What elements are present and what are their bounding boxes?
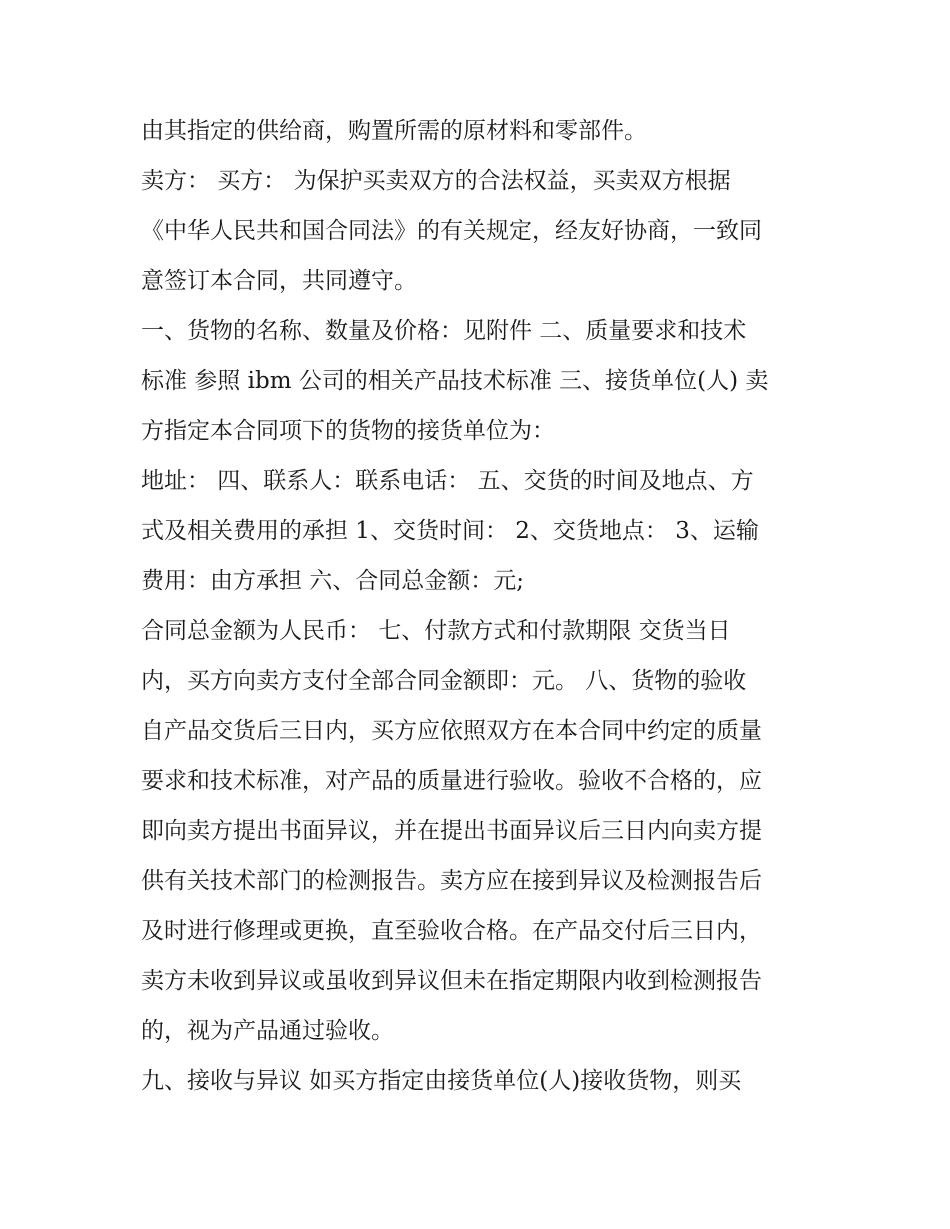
- text-line-2: 卖方： 买方： 为保护买卖双方的合法权益，买卖双方根据: [141, 168, 731, 194]
- text-line-5: 一、货物的名称、数量及价格：见附件 二、质量要求和技术: [141, 318, 747, 344]
- text-line-16: 供有关技术部门的检测报告。卖方应在接到异议及检测报告后: [141, 868, 762, 894]
- contract-body-text: [141, 106, 821, 1106]
- text-line-7: 方指定本合同项下的货物的接货单位为：: [141, 418, 555, 444]
- text-line-18: 卖方未收到异议或虽收到异议但未在指定期限内收到检测报告: [141, 968, 762, 994]
- text-line-4: 意签订本合同，共同遵守。: [141, 268, 417, 294]
- text-line-17: 及时进行修理或更换，直至验收合格。在产品交付后三日内，: [141, 918, 762, 944]
- text-line-11: 合同总金额为人民币： 七、付款方式和付款期限 交货当日: [141, 618, 731, 644]
- text-line-20: 九、接收与异议 如买方指定由接货单位(人)接收货物，则买: [141, 1068, 742, 1094]
- text-line-6: 标准 参照 ibm 公司的相关产品技术标准 三、接货单位(人) 卖: [141, 368, 769, 394]
- text-line-12: 内，买方向卖方支付全部合同金额即：元。 八、货物的验收: [141, 668, 747, 694]
- text-line-9: 式及相关费用的承担 1、交货时间： 2、交货地点： 3、运输: [141, 518, 759, 544]
- text-line-3: 《中华人民共和国合同法》的有关规定，经友好协商，一致同: [141, 218, 762, 244]
- text-line-1: 由其指定的供给商，购置所需的原材料和零部件。: [141, 118, 647, 144]
- text-line-8: 地址： 四、联系人：联系电话： 五、交货的时间及地点、方: [141, 468, 754, 494]
- text-line-15: 即向卖方提出书面异议，并在提出书面异议后三日内向卖方提: [141, 818, 762, 844]
- text-line-13: 自产品交货后三日内，买方应依照双方在本合同中约定的质量: [141, 718, 762, 744]
- text-line-10: 费用：由方承担 六、合同总金额：元;: [141, 568, 525, 594]
- text-line-19: 的，视为产品通过验收。: [141, 1018, 394, 1044]
- text-line-14: 要求和技术标准，对产品的质量进行验收。验收不合格的，应: [141, 768, 762, 794]
